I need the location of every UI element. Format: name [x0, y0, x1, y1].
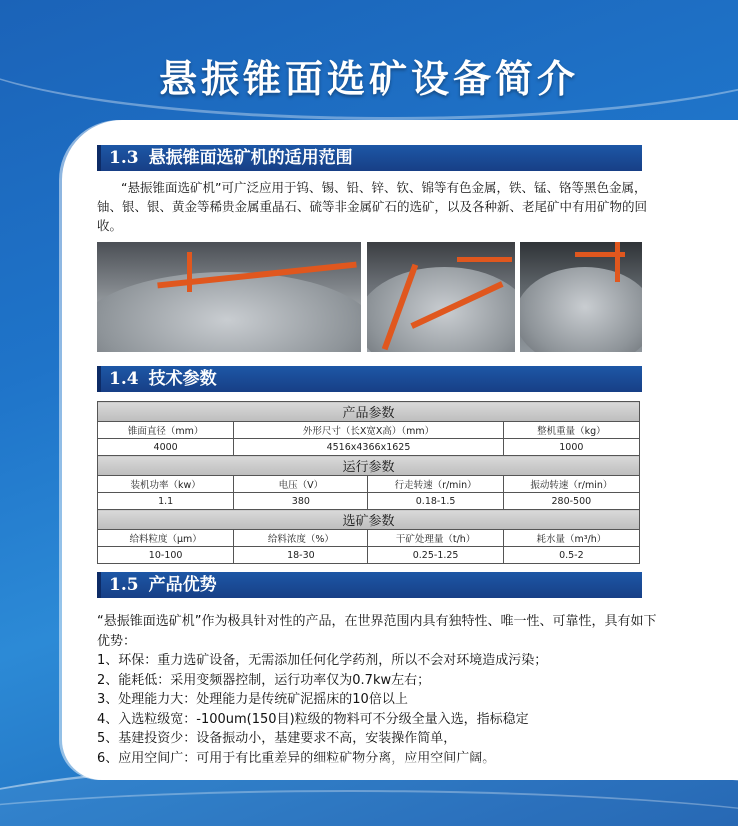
table-label: 振动转速（r/min） — [503, 476, 639, 493]
section-title: 悬振锥面选矿机的适用范围 — [148, 148, 353, 168]
section-number: 1.5 — [109, 575, 139, 595]
scope-paragraph: “悬振锥面选矿机”可广泛应用于钨、锡、铅、锌、钦、锦等有色金属，铁、锰、铬等黑色金属，铀、银、银、黄金等稀贵金属重晶石、硫等非金属矿石的选矿，以及各种新、老尾矿中有用矿物的回收。 — [97, 180, 648, 233]
table-value: 1.1 — [98, 493, 234, 510]
table-label: 干矿处理量（t/h） — [368, 530, 503, 547]
machine-photo — [97, 242, 361, 352]
list-item: 6、应用空间广：可用于有比重差异的细粒矿物分离，应用空间广阔。 — [97, 750, 496, 766]
table-value: 0.18-1.5 — [368, 493, 503, 510]
table-value: 280-500 — [503, 493, 639, 510]
advantages-list — [97, 612, 657, 768]
table-label: 行走转速（r/min） — [368, 476, 503, 493]
list-item: 1、环保：重力选矿设备，无需添加任何化学药剂，所以不会对环境造成污染； — [97, 653, 548, 668]
table-value: 0.25-1.25 — [368, 547, 503, 564]
list-item: 5、基建投资少：设备振动小，基建要求不高，安装操作简单， — [97, 731, 457, 746]
machine-photo — [520, 242, 642, 352]
table-value: 10-100 — [98, 547, 234, 564]
table-value: 4516x4366x1625 — [234, 439, 503, 456]
section-heading-advantages — [97, 572, 642, 598]
section-title: 产品优势 — [148, 575, 217, 595]
table-group-heading: 选矿参数 — [98, 510, 640, 530]
table-label: 锥面直径（mm） — [98, 422, 234, 439]
parameters-table — [97, 401, 640, 564]
table-label: 给料粒度（μm） — [98, 530, 234, 547]
section-heading-scope — [97, 145, 642, 171]
table-label: 外形尺寸（长X宽X高）（mm） — [234, 422, 503, 439]
table-label: 装机功率（kw） — [98, 476, 234, 493]
table-value: 4000 — [98, 439, 234, 456]
list-item: 4、入选粒级宽：-100um(150目)粒级的物料可不分级全量入选，指标稳定 — [97, 711, 529, 727]
table-value: 1000 — [503, 439, 639, 456]
list-item: 3、处理能力大：处理能力是传统矿泥摇床的10倍以上 — [97, 692, 408, 707]
table-label: 给料浓度（%） — [234, 530, 368, 547]
section-title: 技术参数 — [148, 369, 217, 389]
advantages-intro: “悬振锥面选矿机”作为极具针对性的产品，在世界范围内具有独特性、唯一性、可靠性，具有如下优势： — [97, 614, 657, 649]
section-number: 1.3 — [109, 148, 139, 168]
table-value: 380 — [234, 493, 368, 510]
table-label: 电压（V） — [234, 476, 368, 493]
table-label: 整机重量（kg） — [503, 422, 639, 439]
section-number: 1.4 — [109, 369, 139, 389]
table-value: 0.5-2 — [503, 547, 639, 564]
machine-photo — [367, 242, 515, 352]
list-item: 2、能耗低：采用变频器控制，运行功率仅为0.7kw左右； — [97, 672, 431, 688]
page-title: 悬振锥面选矿设备简介 — [158, 57, 579, 101]
table-label: 耗水量（m³/h） — [503, 530, 639, 547]
table-value: 18-30 — [234, 547, 368, 564]
photo-strip — [97, 242, 642, 352]
table-group-heading: 产品参数 — [98, 402, 640, 422]
table-group-heading: 运行参数 — [98, 456, 640, 476]
section-heading-params — [97, 366, 642, 392]
